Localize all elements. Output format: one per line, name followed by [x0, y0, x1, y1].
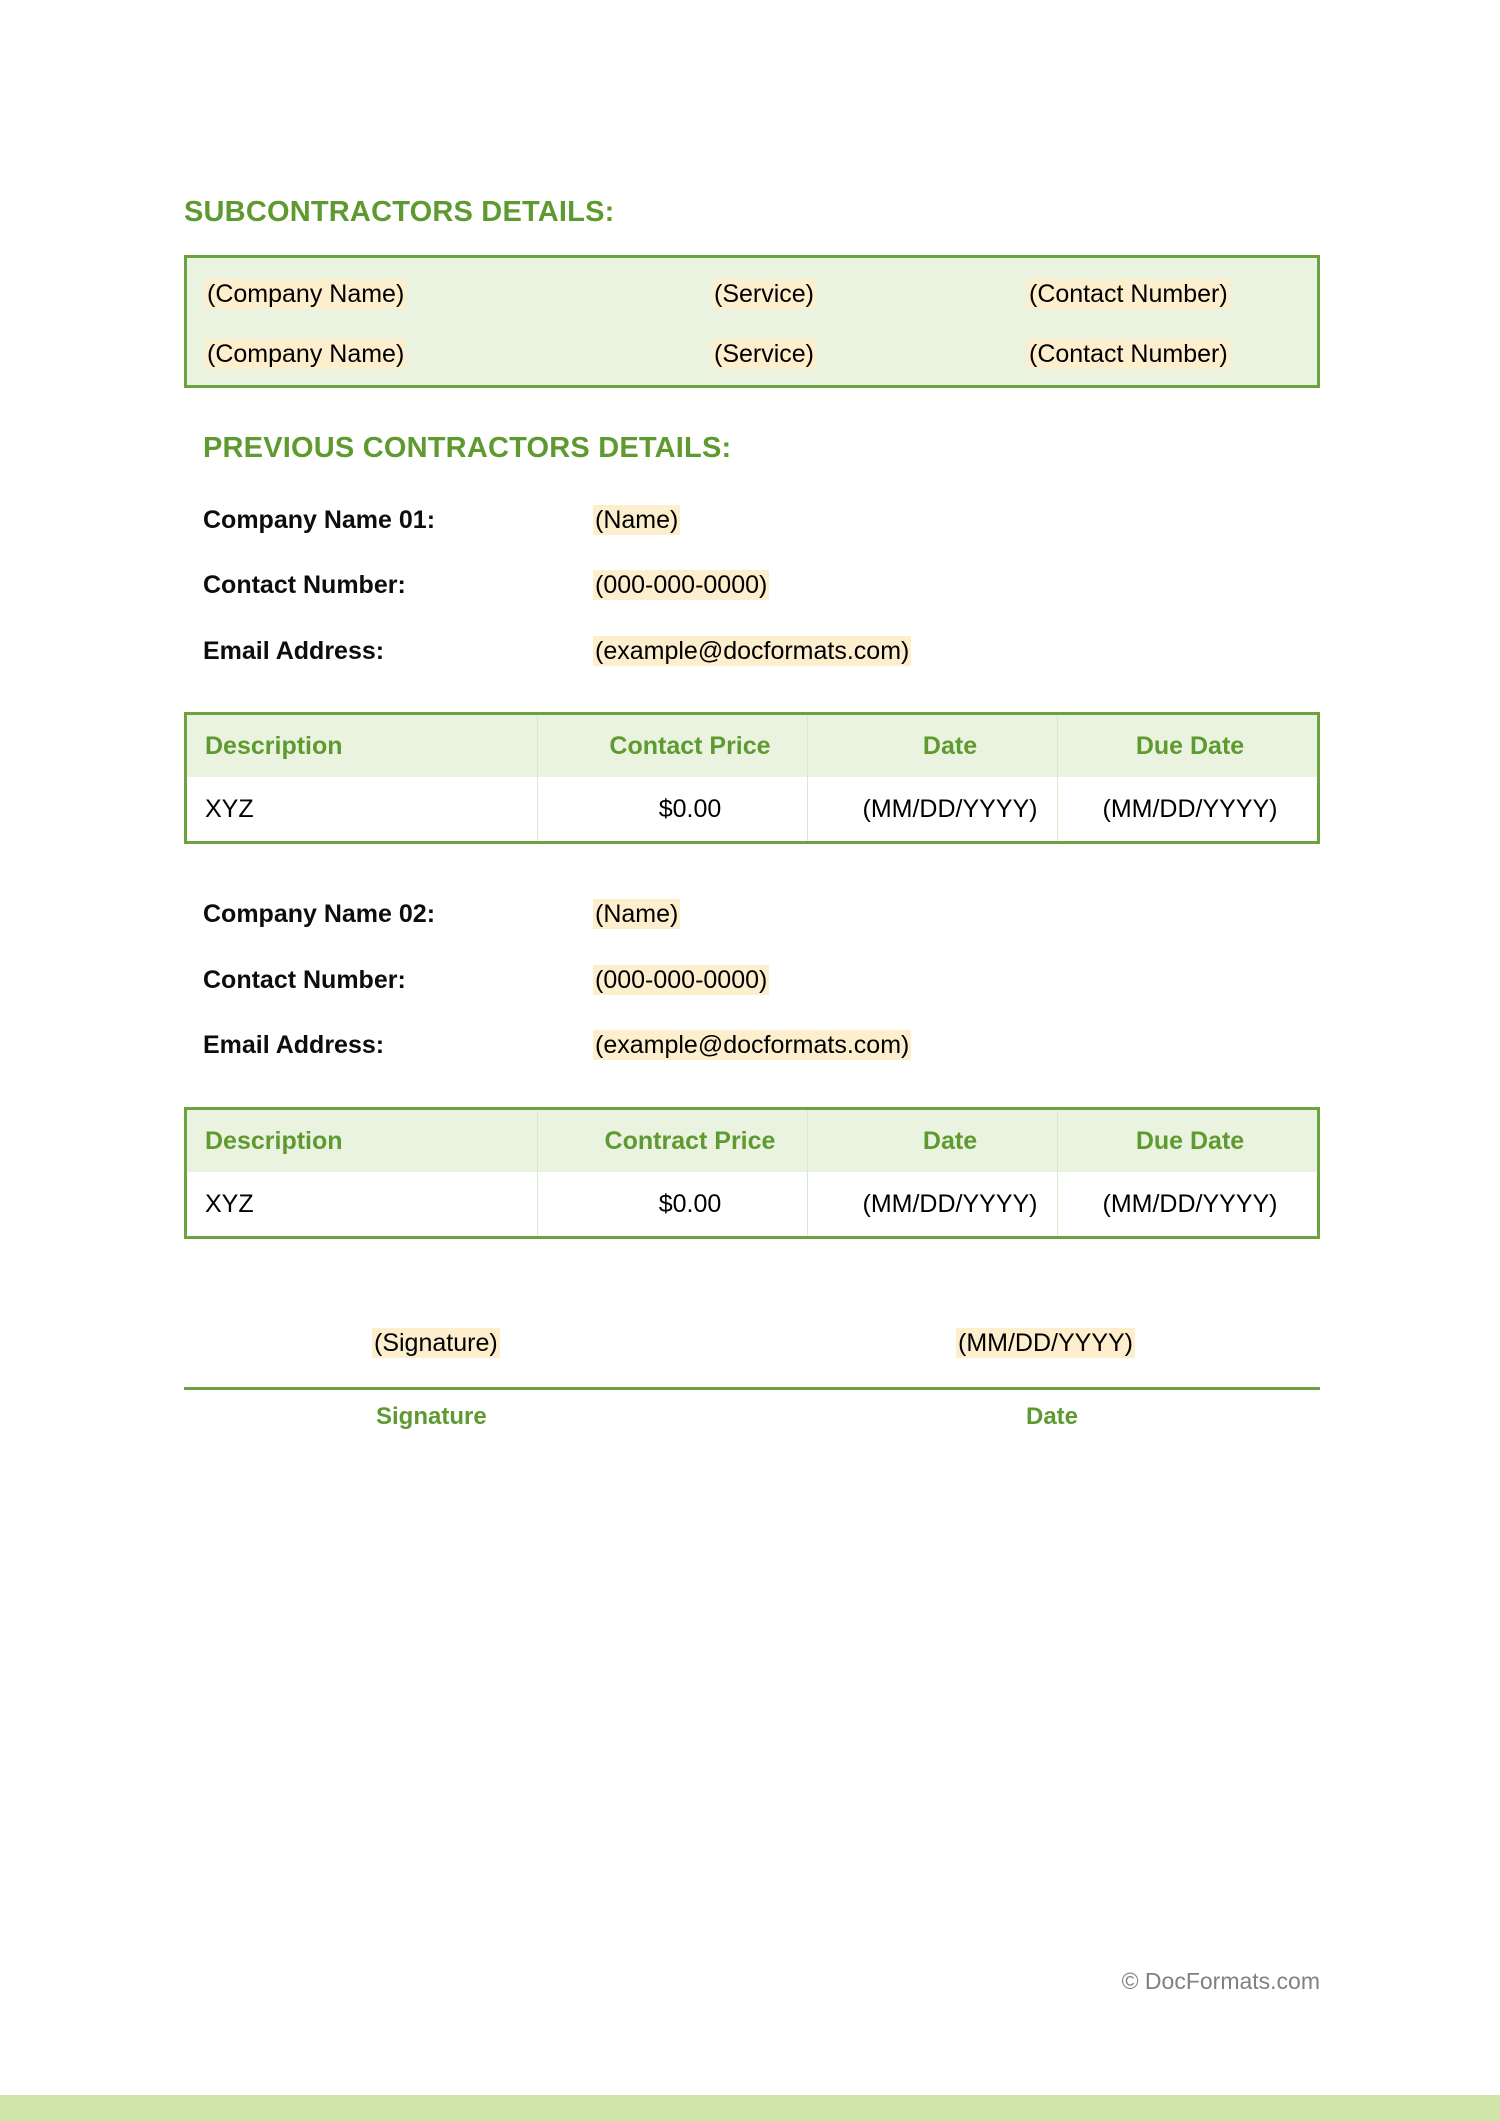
cell-price: $0.00	[658, 1189, 722, 1218]
company-name-01-value: (Name)	[595, 506, 679, 534]
cell-due-date: (MM/DD/YYYY)	[1102, 794, 1278, 823]
cell-due-date: (MM/DD/YYYY)	[1102, 1189, 1278, 1218]
email-address-01-value: (example@docformats.com)	[595, 637, 910, 665]
signature-label: Signature	[376, 1403, 487, 1430]
subcontractors-heading: SUBCONTRACTORS DETAILS:	[184, 196, 615, 228]
previous-contractors-heading: PREVIOUS CONTRACTORS DETAILS:	[203, 432, 732, 464]
signature-date-value: (MM/DD/YYYY)	[958, 1329, 1133, 1357]
contractor-02-table-header	[187, 1110, 1317, 1172]
column-header-due-date: Due Date	[1135, 731, 1245, 760]
contractor-02-table-row	[187, 1172, 1317, 1236]
subcontractors-table	[184, 255, 1320, 388]
column-header-description: Description	[205, 731, 343, 760]
company-name-02-label: Company Name 02:	[203, 900, 436, 928]
contractor-01-table-row	[187, 777, 1317, 841]
column-header-price: Contract Price	[604, 1126, 776, 1155]
cell-date: (MM/DD/YYYY)	[862, 794, 1038, 823]
signature-date-label: Date	[1026, 1403, 1079, 1430]
signature-value: (Signature)	[374, 1329, 498, 1357]
bottom-accent-bar	[0, 2095, 1500, 2121]
email-address-02-value: (example@docformats.com)	[595, 1031, 910, 1059]
contact-number-01-value: (000-000-0000)	[595, 571, 768, 599]
column-header-date: Date	[922, 1126, 978, 1155]
company-name-02-value: (Name)	[595, 900, 679, 928]
contractor-01-table	[184, 712, 1320, 844]
subcontractor-service: (Service)	[714, 280, 815, 308]
contact-number-01-label: Contact Number:	[203, 571, 406, 599]
subcontractors-row	[187, 340, 1317, 386]
subcontractors-row	[187, 280, 1317, 326]
subcontractor-company-name: (Company Name)	[207, 340, 405, 368]
email-address-01-label: Email Address:	[203, 637, 385, 665]
cell-date: (MM/DD/YYYY)	[862, 1189, 1038, 1218]
cell-description: XYZ	[205, 794, 254, 823]
column-header-due-date: Due Date	[1135, 1126, 1245, 1155]
contractor-02-table	[184, 1107, 1320, 1239]
contact-number-02-value: (000-000-0000)	[595, 966, 768, 994]
signature-rule	[184, 1387, 1320, 1390]
subcontractor-contact-number: (Contact Number)	[1029, 340, 1228, 368]
subcontractor-contact-number: (Contact Number)	[1029, 280, 1228, 308]
cell-price: $0.00	[658, 794, 722, 823]
column-header-date: Date	[922, 731, 978, 760]
company-name-01-label: Company Name 01:	[203, 506, 436, 534]
cell-description: XYZ	[205, 1189, 254, 1218]
subcontractor-service: (Service)	[714, 340, 815, 368]
subcontractor-company-name: (Company Name)	[207, 280, 405, 308]
column-header-price: Contact Price	[609, 731, 771, 760]
column-header-description: Description	[205, 1126, 343, 1155]
email-address-02-label: Email Address:	[203, 1031, 385, 1059]
docformats-credit: © DocFormats.com	[1121, 1968, 1320, 1994]
contractor-01-table-header	[187, 715, 1317, 777]
contact-number-02-label: Contact Number:	[203, 966, 406, 994]
